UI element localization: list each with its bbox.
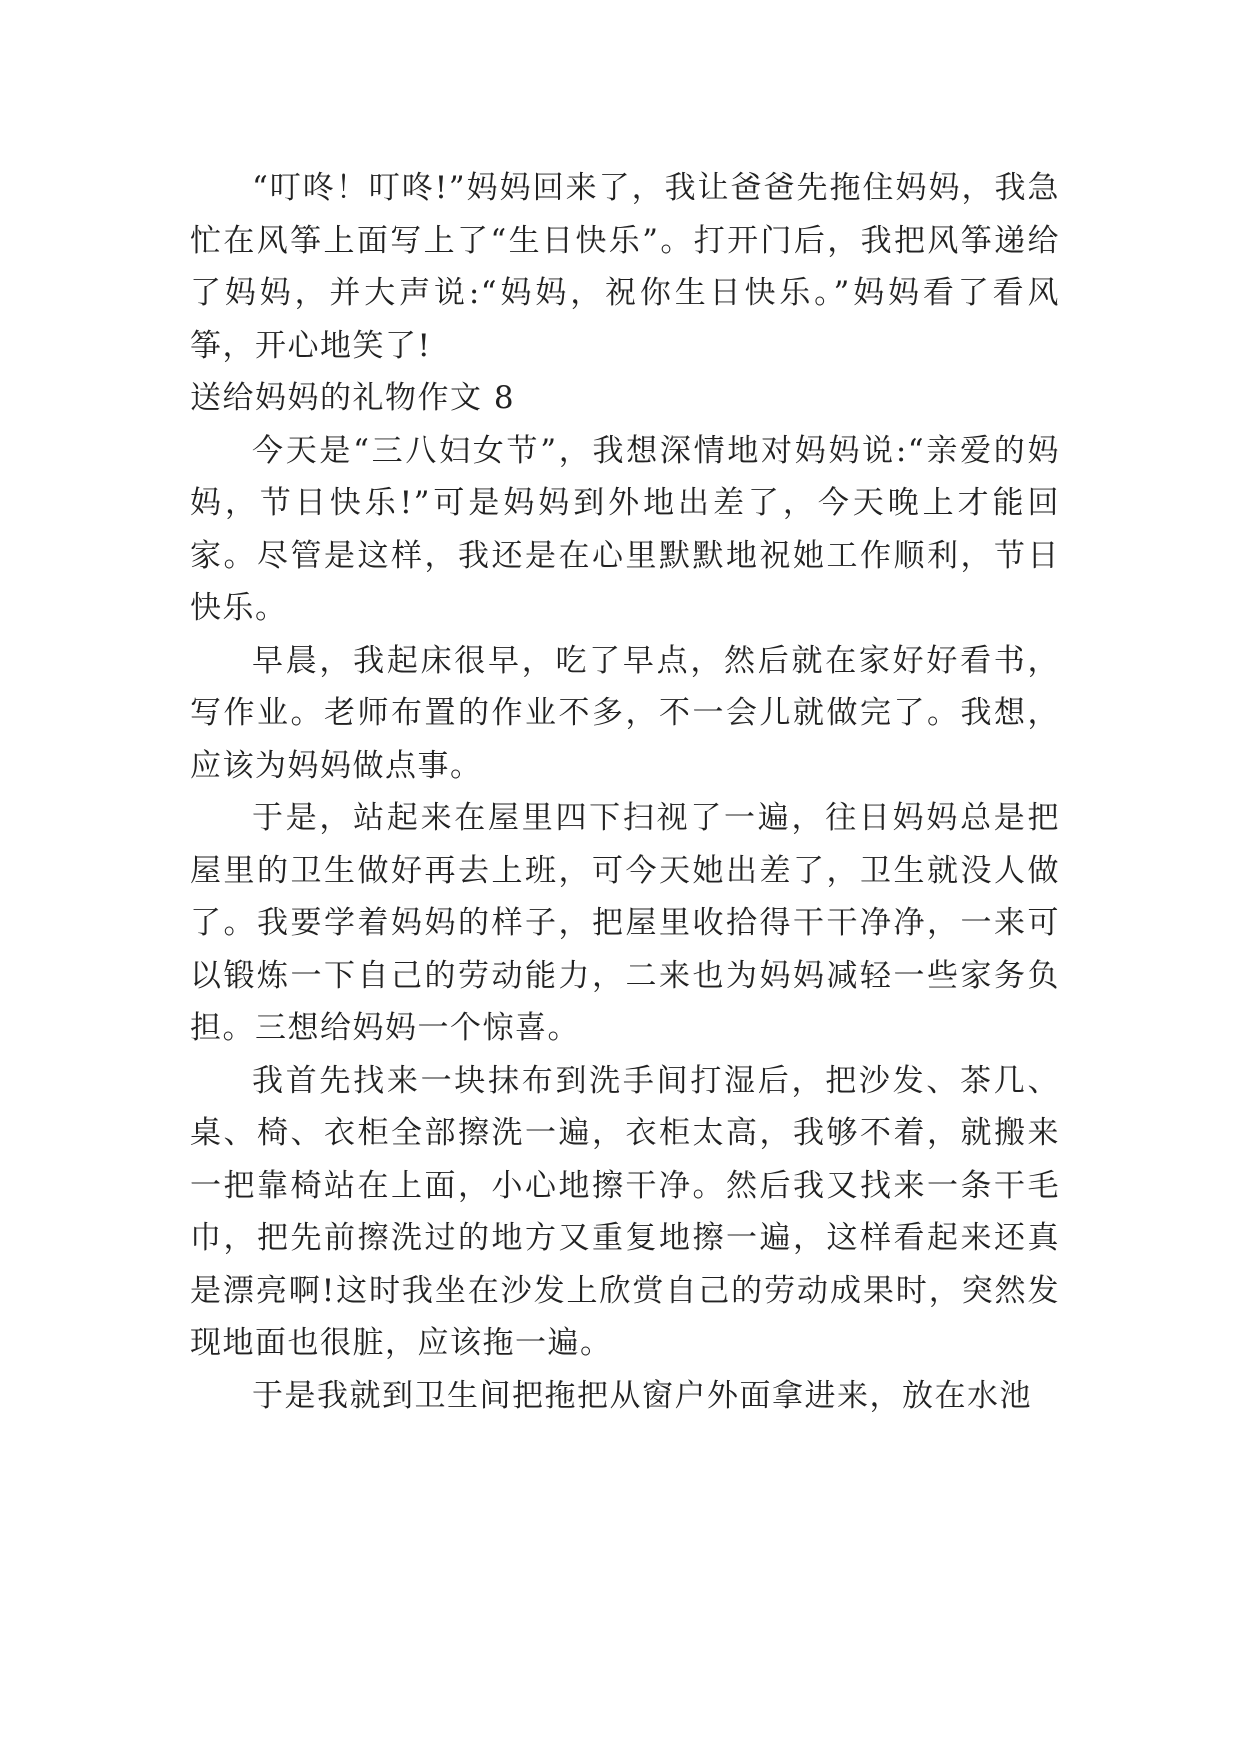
paragraph-1: 今天是“三八妇女节”，我想深情地对妈妈说:“亲爱的妈妈，节日快乐!”可是妈妈到外地出差了，今天晚上才能回家。尽管是这样，我还是在心里默默地祝她工作顺利，节日快乐。 xyxy=(190,432,1060,626)
paragraph-5: 于是我就到卫生间把拖把从窗户外面拿进来，放在水池 xyxy=(252,1377,1032,1414)
document-body xyxy=(190,162,1060,1422)
paragraph-2: 早晨，我起床很早，吃了早点，然后就在家好好看书，写作业。老师布置的作业不多，不一会儿就做完了。我想，应该为妈妈做点事。 xyxy=(190,642,1060,784)
paragraph-intro: “叮咚！叮咚!”妈妈回来了，我让爸爸先拖住妈妈，我急忙在风筝上面写上了“生日快乐”。打开门后，我把风筝递给了妈妈，并大声说:“妈妈，祝你生日快乐。”妈妈看了看风筝，开心地笑了! xyxy=(190,170,1060,364)
section-heading: 送给妈妈的礼物作文 8 xyxy=(190,380,516,416)
paragraph-4: 我首先找来一块抹布到洗手间打湿后，把沙发、茶几、桌、椅、衣柜全部擦洗一遍，衣柜太高，我够不着，就搬来一把靠椅站在上面，小心地擦干净。然后我又找来一条干毛巾，把先前擦洗过的地方又重复地擦一遍，这样看起来还真是漂亮啊!这时我坐在沙发上欣赏自己的劳动成果时，突然发现地面也很脏，应该拖一遍。 xyxy=(190,1062,1060,1361)
paragraph-3: 于是，站起来在屋里四下扫视了一遍，往日妈妈总是把屋里的卫生做好再去上班，可今天她出差了，卫生就没人做了。我要学着妈妈的样子，把屋里收拾得干干净净，一来可以锻炼一下自己的劳动能力，二来也为妈妈减轻一些家务负担。三想给妈妈一个惊喜。 xyxy=(190,800,1060,1046)
